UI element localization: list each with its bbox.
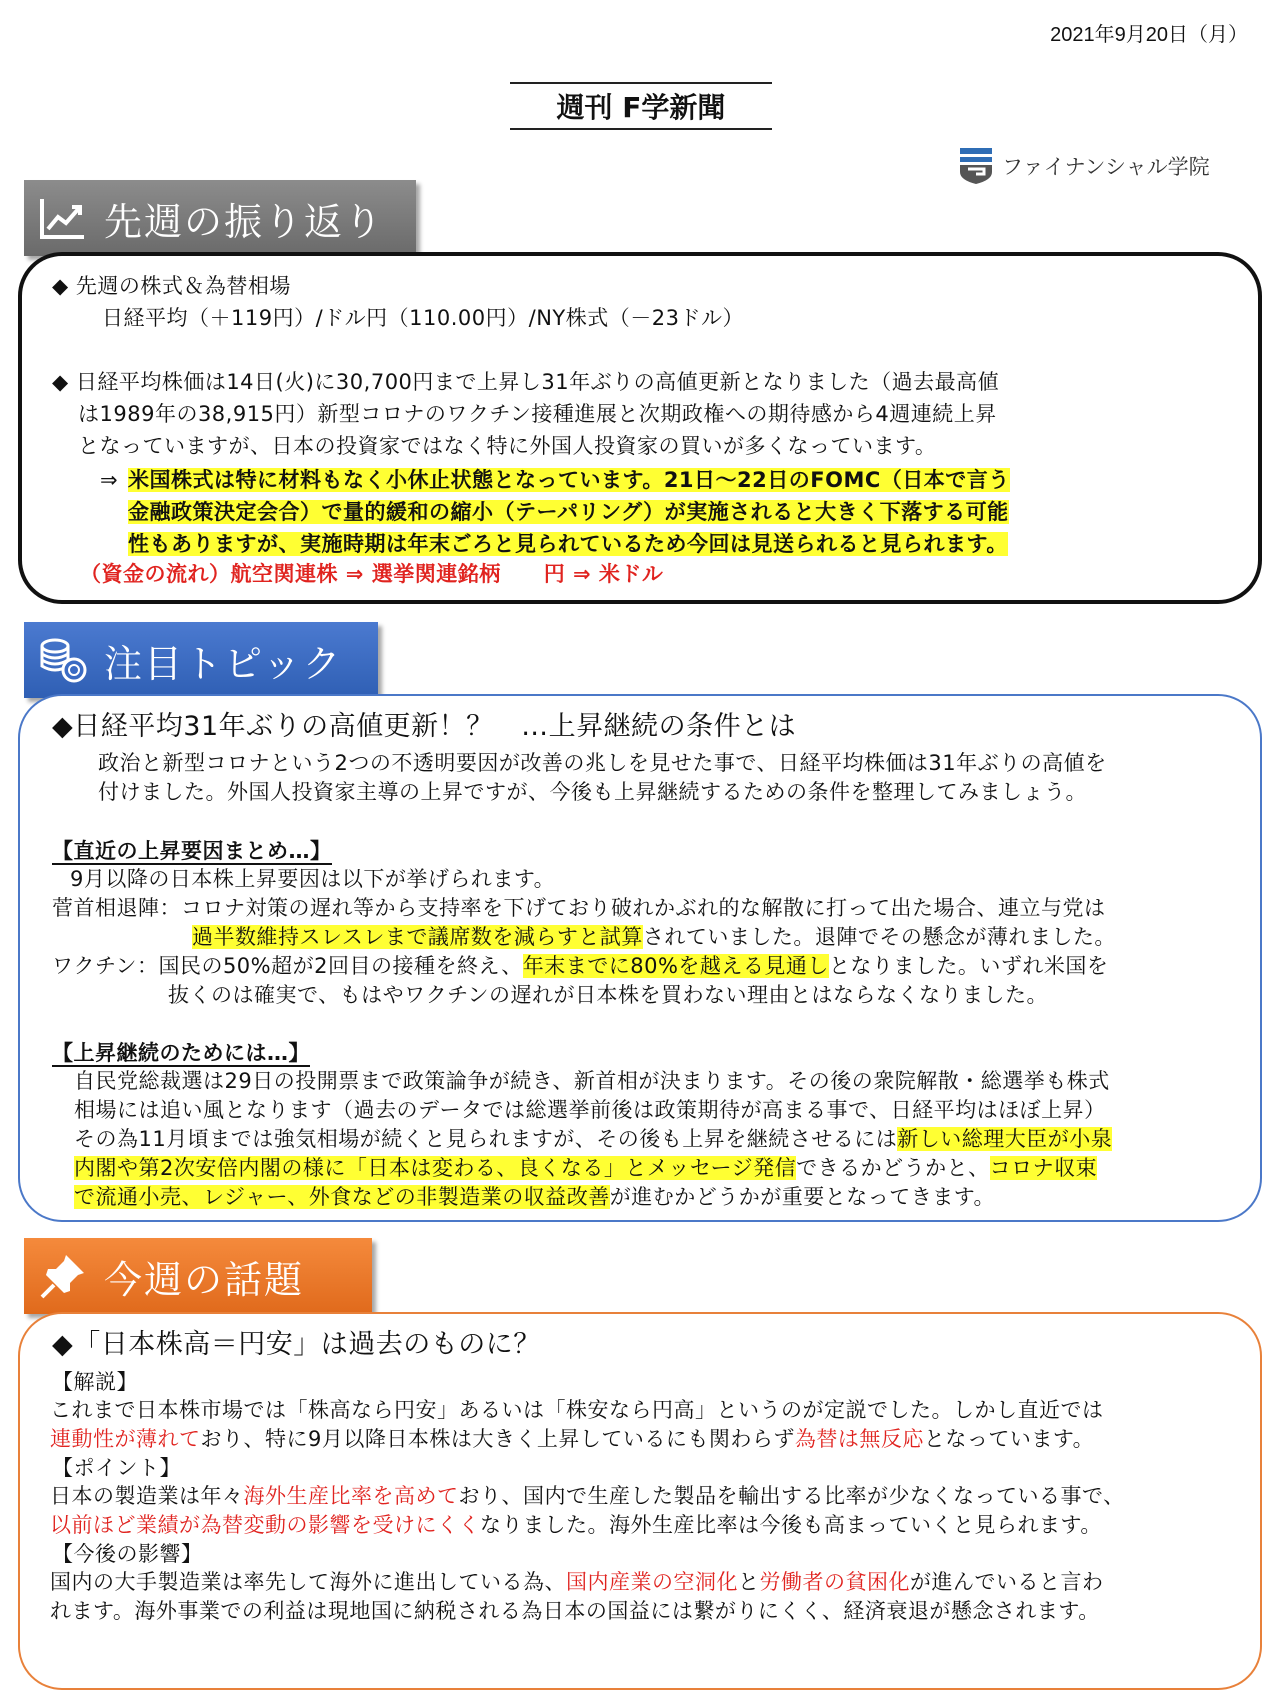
brand-logo [958,146,1210,186]
body-span: となりました。いずれ米国を [828,954,1109,978]
highlight-line: 性もありますが、実施時期は年末ごろと見られているため今回は見送られると見られます。 [128,532,1008,556]
body-span: 国内の大手製造業は率先して海外に進出している為、 [50,1570,566,1594]
coins-icon [36,633,90,687]
body-span: が進むかどうかが重要となってきます。 [609,1185,996,1209]
highlight-span: で流通小売、レジャー、外食などの非製造業の収益改善 [74,1185,610,1209]
subheading: 【解説】 [52,1370,138,1394]
subheading: 【ポイント】 [52,1456,181,1480]
body-line: 自民党総裁選は29日の投開票まで政策論争が続き、新首相が決まります。その後の衆院解散・総選挙も株式 [74,1069,1110,1093]
body-line: 抜くのは確実で、もはやワクチンの遅れが日本株を買わない理由とはならなくなりました。 [168,983,1049,1007]
red-span: 以前ほど業績が為替変動の影響を受けにくく [50,1513,480,1537]
intro-line: 政治と新型コロナという2つの不透明要因が改善の兆しを見せた事で、日経平均株価は31年ぶりの高値を [98,751,1107,775]
body-span: その為11月頃までは強気相場が続くと見られますが、その後も上昇を継続させるには [74,1127,898,1151]
body-line: 菅首相退陣：コロナ対策の遅れ等から支持率を下げており破れかぶれ的な解散に打って出た場合、連立与党は [52,896,1106,920]
subheading: 【上昇継続のためには…】 [52,1041,310,1065]
red-span: 為替は無反応 [794,1427,924,1451]
paragraph-line: となっていますが、日本の投資家ではなく特に外国人投資家の買いが多くなっています。 [78,434,937,458]
trending-up-icon [36,191,90,245]
subheading: 【直近の上昇要因まとめ…】 [52,839,332,863]
section-title: 今週の話題 [104,1257,305,1302]
red-span: 国内産業の空洞化 [566,1570,738,1594]
body-span: されていました。退陣でその懸念が薄れました。 [642,925,1116,949]
highlight-span: 年末までに80%を越える見通し [522,954,829,978]
body-span: ワクチン：国民の50%超が2回目の接種を終え、 [52,954,523,978]
section-tab-weekly-topic [24,1238,372,1314]
section-title: 注目トピック [104,641,343,686]
body-span: おり、特に9月以降日本株は大きく上昇しているにも関わらず [200,1427,795,1451]
subheading: 【今後の影響】 [52,1542,203,1566]
body-span: となっています。 [923,1427,1095,1451]
highlight-line: 金融政策決定会合）で量的緩和の縮小（テーパリング）が実施されると大きく下落する可能 [128,500,1009,524]
section-title: 先週の振り返り [104,199,385,244]
paragraph-line: は1989年の38,915円）新型コロナのワクチン接種進展と次期政権への期待感から4週連続上昇 [78,402,997,426]
body-line: れます。海外事業での利益は現地国に納税される為日本の国益には繋がりにくく、経済衰退が懸念されます。 [50,1599,1100,1623]
newspaper-title: 週刊 F学新聞 [510,82,772,130]
topic-headline: ◆日経平均31年ぶりの高値更新！？ …上昇継続の条件とは [52,711,797,742]
highlight-span: 過半数維持スレスレまで議席数を減らすと試算 [192,925,643,949]
body-span: できるかどうかと、 [796,1156,990,1180]
paragraph-line: ◆ 日経平均株価は14日(火)に30,700円まで上昇し31年ぶりの高値更新となりました（過去最高値 [52,370,1000,394]
body-span: 日本の製造業は年々 [50,1484,244,1508]
body-line: 相場には追い風となります（過去のデータでは総選挙前後は政策期待が高まる事で、日経平均はほぼ上昇） [74,1098,1106,1122]
intro-line: 付けました。外国人投資家主導の上昇ですが、今後も上昇継続するための条件を整理してみましょう。 [98,780,1087,804]
money-flow: （資金の流れ）航空関連株 ⇒ 選挙関連銘柄 円 ⇒ 米ドル [80,562,664,586]
red-span: 海外生産比率を高めて [243,1484,459,1508]
body-span: おり、国内で生産した製品を輸出する比率が少なくなっている事で、 [458,1484,1125,1508]
red-span: 連動性が薄れて [50,1427,201,1451]
shield-logo-icon [958,146,994,186]
body-line: これまで日本株市場では「株高なら円安」あるいは「株安なら円高」というのが定説でした。しかし直近では [50,1398,1104,1422]
arrow-marker: ⇒ [100,468,119,492]
section-tab-last-week [24,180,416,256]
logo-text: ファイナンシャル学院 [1002,155,1210,179]
section-tab-topic [24,622,378,698]
highlight-span: 新しい総理大臣が小泉 [897,1127,1113,1151]
body-span: と [738,1570,760,1594]
body-line: 9月以降の日本株上昇要因は以下が挙げられます。 [70,867,556,891]
body-span: が進んでいると言わ [910,1570,1104,1594]
red-span: 労働者の貧困化 [759,1570,910,1594]
market-heading: ◆ 先週の株式＆為替相場 [52,274,291,298]
market-line: 日経平均（＋119円）/ドル円（110.00円）/NY株式（－23ドル） [102,306,744,330]
highlight-line: 米国株式は特に材料もなく小休止状態となっています。21日～22日のFOMC（日本で言う [128,468,1010,492]
weekly-headline: ◆「日本株高＝円安」は過去のものに？ [52,1329,541,1360]
highlight-span: 内閣や第2次安倍内閣の様に「日本は変わる、良くなる」とメッセージ発信 [74,1156,797,1180]
highlight-span: コロナ収束 [989,1156,1098,1180]
issue-date: 2021年9月20日（月） [1050,24,1248,46]
body-span: なりました。海外生産比率は今後も高まっていくと見られます。 [480,1513,1102,1537]
pushpin-icon [36,1249,90,1303]
